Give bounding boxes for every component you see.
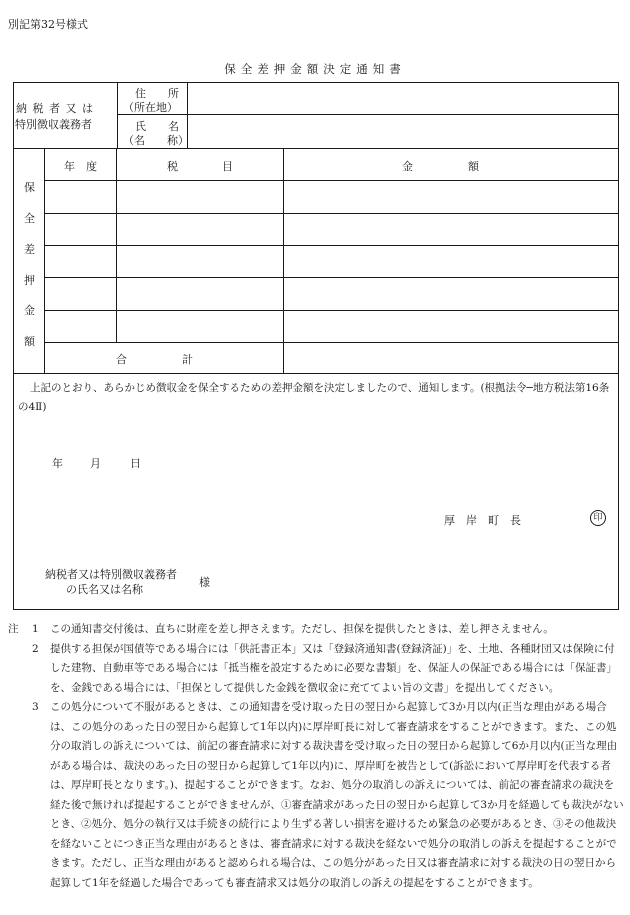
amount-cell[interactable] (285, 279, 617, 309)
notes-section (8, 620, 624, 893)
amount-cell[interactable] (285, 247, 617, 276)
side-label-char: 金 (24, 304, 35, 317)
column-header-amount: 金 額 (402, 160, 479, 173)
document-title: 保全差押金額決定通知書 (224, 62, 406, 76)
year-cell[interactable] (46, 279, 115, 309)
column-header-year: 年 度 (64, 160, 97, 173)
honorific: 様 (199, 576, 210, 589)
side-label-char: 全 (24, 212, 35, 225)
notice-body: 上記のとおり、あらかじめ徴収金を保全するための差押金額を決定しましたので、通知します。(根拠法令─地方税法第16条 (30, 382, 610, 394)
recipient-label-line1: 納税者又は特別徴収義務者 (45, 568, 177, 581)
year-cell[interactable] (46, 312, 115, 341)
amount-cell[interactable] (285, 182, 617, 212)
tax-item-cell[interactable] (118, 312, 282, 341)
name-field[interactable] (189, 116, 617, 147)
name-label: 氏 名 (135, 120, 179, 133)
side-label-char: 押 (24, 274, 35, 287)
address-label: 住 所 (135, 87, 179, 100)
tax-item-cell[interactable] (118, 182, 282, 212)
taxpayer-label-line2: 特別徴収義務者 (15, 118, 92, 131)
date-year: 年 (52, 457, 63, 470)
note-item (8, 698, 624, 893)
date-month: 月 (90, 457, 101, 470)
seal-icon: 印 (590, 510, 606, 526)
note-item (8, 640, 624, 699)
form-number: 別記第32号様式 (8, 18, 88, 31)
total-label: 合 計 (116, 353, 193, 366)
taxpayer-label-line1: 納 税 者 又 は (16, 102, 94, 115)
column-header-tax-item: 税 目 (167, 160, 233, 173)
name-sub-label: （名 称） (123, 134, 189, 147)
address-field[interactable] (189, 84, 617, 113)
amount-cell[interactable] (285, 215, 617, 244)
address-sub-label: （所在地） (123, 101, 178, 114)
issuer-title: 厚 岸 町 長 (444, 514, 521, 527)
total-amount-cell[interactable] (285, 344, 617, 372)
tax-item-cell[interactable] (118, 215, 282, 244)
tax-item-cell[interactable] (118, 247, 282, 276)
side-label-char: 保 (24, 181, 35, 194)
notice-body-cont: の4Ⅱ) (18, 401, 47, 413)
note-text: この通知書交付後は、直ちに財産を差し押さえます。ただし、担保を提供したときは、差し押さえません。 (50, 623, 554, 635)
tax-item-cell[interactable] (118, 279, 282, 309)
note-text: 提供する担保が国債等である場合には「供託書正本」又は「登録済通知書(登録済証)」を、土地、各種財団又は保険に付した建物、自動車等である場合には「抵当権を設定するために必要な書類」を、保証人の保証である場合には「保証書」を、金銭である場合には、「担保として提供した金銭を徴収金に充ててよい旨の文書」を提出してください。 (50, 642, 617, 694)
note-number: 1 (32, 623, 39, 635)
side-label-char: 差 (24, 243, 35, 256)
notes-label: 注 (8, 623, 19, 635)
note-text: この処分について不服があるときは、この通知書を受け取った日の翌日から起算して3か月以内(正当な理由がある場合は、この処分のあった日の翌日から起算して1年以内)に厚岸町長に対して審査請求をすることができます。また、この処分の取消しの訴えについては、前記の審査請求に対する裁決書を受け取った日の翌日から起算して6か月以内(正当な理由がある場合は、裁決のあった日の翌日から起算して1年以内)に、厚岸町を被告として(訴訟において厚岸町を代表する者は、厚岸町長となります。)、提起することができます。なお、処分の取消しの訴えについては、前記の審査請求の裁決を経た後で無ければ提起することができませんが、①審査請求があった日の翌日から起算して3か月を経過しても裁決がないとき、②処分、処分の執行又は手続きの続行により生ずる著しい損害を避けるため緊急の必要があるとき、③その他裁決を経ないことにつき正当な理由があるときは、審査請求に対する裁決を経ないで処分の取消しの訴えを提起することができます。ただし、正当な理由があると認められる場合は、この処分があった日又は審査請求に対する裁決の日の翌日から起算して1年を経過した場合であっても審査請求又は処分の取消しの訴えの提起をすることができます。 (50, 701, 624, 889)
note-number: 2 (32, 642, 39, 655)
side-label-char: 額 (24, 335, 35, 348)
year-cell[interactable] (46, 215, 115, 244)
year-cell[interactable] (46, 247, 115, 276)
recipient-label-line2: の氏名又は名称 (66, 583, 143, 596)
amount-cell[interactable] (285, 312, 617, 341)
note-number: 3 (32, 701, 39, 713)
year-cell[interactable] (46, 182, 115, 212)
date-day: 日 (130, 457, 141, 470)
note-item (8, 620, 624, 640)
